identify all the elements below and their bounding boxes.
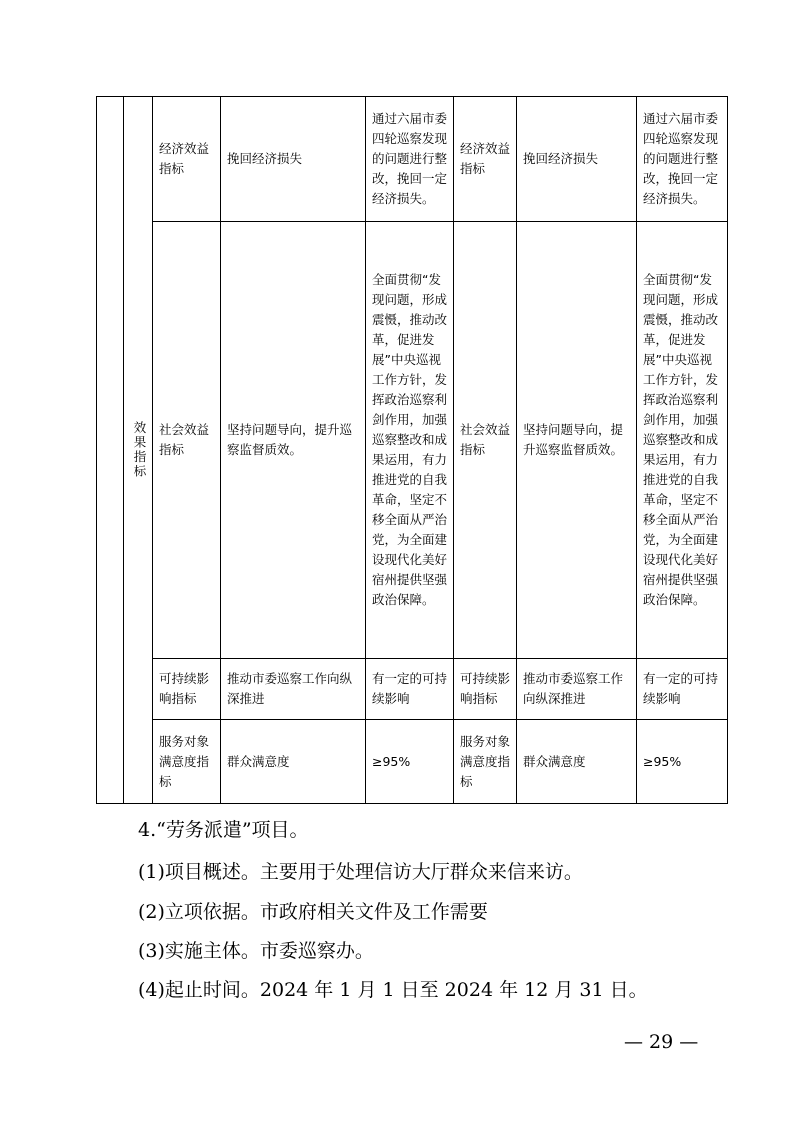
body-paragraph: (3)实施主体。市委巡察办。 <box>138 940 374 962</box>
table-cell-actual: 有一定的可持续影响 <box>637 659 728 720</box>
table-cell-content: 群众满意度 <box>517 720 637 804</box>
table-cell-content: 挽回经济损失 <box>517 97 637 222</box>
table-row <box>97 97 728 222</box>
table-row <box>97 720 728 804</box>
table-cell-target: 全面贯彻“发现问题，形成震慑，推动改革，促进发展”中央巡视工作方针，发挥政治巡察利剑作用，加强巡察整改和成果运用，有力推进党的自我革命，坚定不移全面从严治党，为全面建设现代化美好宿州提供坚强政治保障。 <box>366 222 454 659</box>
table-cell-subcategory: 经济效益 指标 <box>153 97 221 222</box>
table-cell-target: ≥95% <box>366 720 454 804</box>
table-cell-subcategory: 服务对象满意度指标 <box>153 720 221 804</box>
table-cell-subcategory: 可持续影响指标 <box>153 659 221 720</box>
section-heading: 4.“劳务派遣”项目。 <box>138 819 309 841</box>
page-number: — 29 — <box>624 1031 699 1053</box>
table-cell-content: 推动市委巡察工作向纵深推进 <box>517 659 637 720</box>
table-cell-subcategory: 经济效益 指标 <box>454 97 517 222</box>
table-cell-category <box>124 97 153 804</box>
table-cell-target: 有一定的可持续影响 <box>366 659 454 720</box>
table-cell-target: 通过六届市委四轮巡察发现的问题进行整改，挽回一定经济损失。 <box>366 97 454 222</box>
category-label: 效果指标 <box>132 421 147 479</box>
body-paragraph: (4)起止时间。2024 年 1 月 1 日至 2024 年 12 月 31 日。 <box>138 979 648 1001</box>
performance-indicator-table <box>96 96 728 804</box>
table-cell-content: 坚持问题导向，提升巡察监督质效。 <box>517 222 637 659</box>
table-cell-subcategory: 服务对象满意度指标 <box>454 720 517 804</box>
table-cell-content: 坚持问题导向，提升巡察监督质效。 <box>221 222 366 659</box>
table-cell-content: 群众满意度 <box>221 720 366 804</box>
table-row <box>97 222 728 659</box>
table-cell-actual: 通过六届市委四轮巡察发现的问题进行整改，挽回一定经济损失。 <box>637 97 728 222</box>
table-cell-actual: 全面贯彻“发现问题，形成震慑，推动改革，促进发展”中央巡视工作方针，发挥政治巡察利剑作用，加强巡察整改和成果运用，有力推进党的自我革命，坚定不移全面从严治党，为全面建设现代化美好宿州提供坚强政治保障。 <box>637 222 728 659</box>
body-paragraph: (2)立项依据。市政府相关文件及工作需要 <box>138 901 488 923</box>
table-cell-actual: ≥95% <box>637 720 728 804</box>
table-cell-content: 挽回经济损失 <box>221 97 366 222</box>
table-row <box>97 659 728 720</box>
table-cell-subcategory: 可持续影响指标 <box>454 659 517 720</box>
body-paragraph: (1)项目概述。主要用于处理信访大厅群众来信来访。 <box>138 861 583 883</box>
table-cell-subcategory: 社会效益 指标 <box>153 222 221 659</box>
table-cell-content: 推动市委巡察工作向纵深推进 <box>221 659 366 720</box>
table-cell-subcategory: 社会效益 指标 <box>454 222 517 659</box>
table-cell-blank <box>97 97 124 804</box>
